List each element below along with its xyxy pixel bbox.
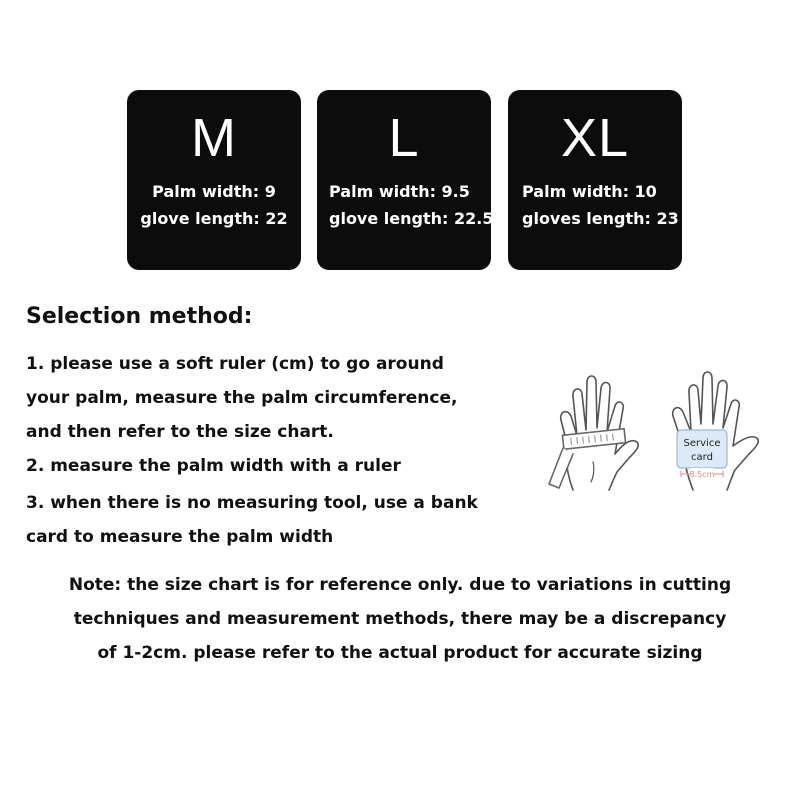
size-note [0,568,800,670]
step-line: 3. when there is no measuring tool, use a bank [26,493,478,513]
glove-length: glove length: 22.5 [329,209,494,228]
note-line: Note: the size chart is for reference only. due to variations in cutting [68,575,732,595]
selection-method-title: Selection method: [26,304,253,329]
size-cards [0,90,800,270]
card-label-2: card [691,452,713,463]
hand-ruler-icon [549,376,638,490]
note-line: techniques and measurement methods, there may be a discrepancy [73,609,727,629]
card-label-1: Service [683,438,721,449]
palm-width: Palm width: 9.5 [329,182,470,201]
size-specs [127,178,301,232]
step-line: card to measure the palm width [26,527,334,547]
size-label: M [191,108,237,168]
size-card-l [317,90,494,270]
step-line: 1. please use a soft ruler (cm) to go around [26,354,444,374]
size-card-m [127,90,301,270]
note-line: of 1-2cm. please refer to the actual product for accurate sizing [97,643,703,663]
size-label: L [388,108,420,168]
hands-illustration [545,362,775,502]
hand-card-icon [673,372,759,490]
glove-length: glove length: 22 [140,209,288,228]
size-card-xl [508,90,682,270]
size-specs [508,178,682,232]
selection-steps [26,347,526,554]
step-line: and then refer to the size chart. [26,422,334,442]
step-line: your palm, measure the palm circumference, [26,388,458,408]
palm-width: Palm width: 9 [152,182,276,201]
glove-length: gloves length: 23 [522,209,679,228]
card-measure-label: 8.5cm [689,470,715,479]
step-line: 2. measure the palm width with a ruler [26,456,401,476]
size-label: XL [560,108,630,168]
hand-measurement-illustration [545,362,775,502]
size-specs [317,178,494,232]
palm-width: Palm width: 10 [522,182,657,201]
